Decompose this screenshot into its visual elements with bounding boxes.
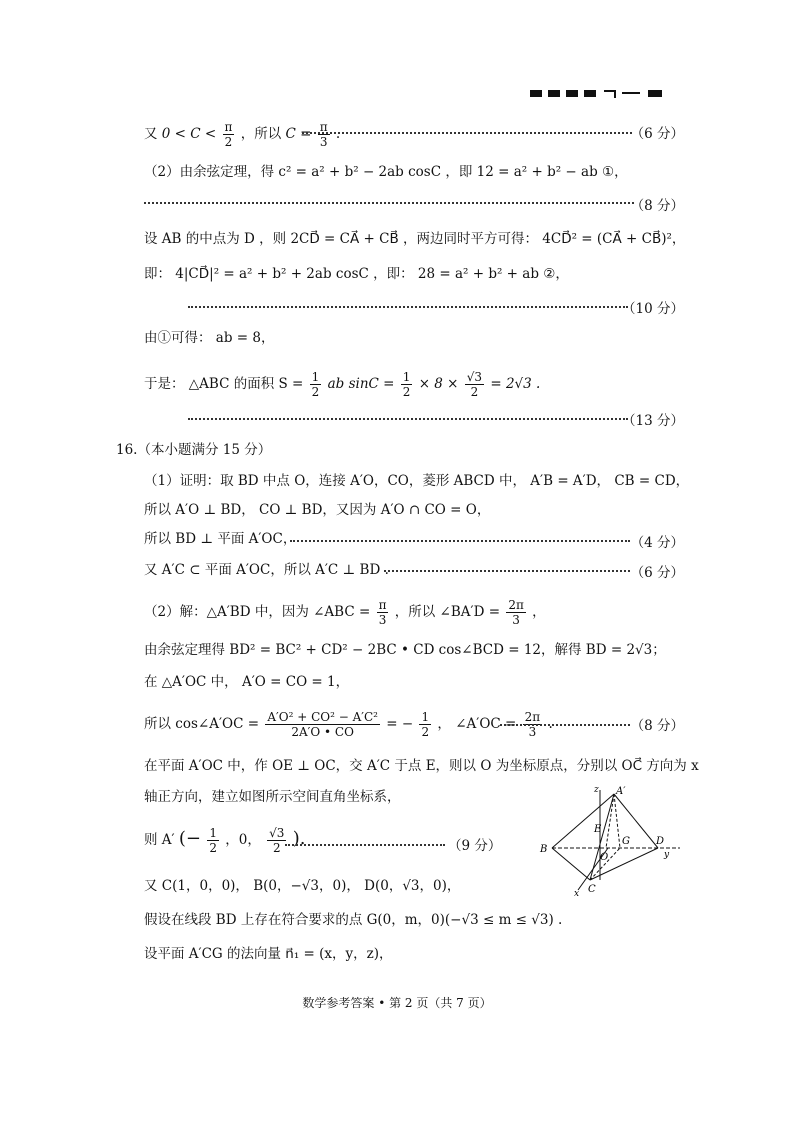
line-17 (144, 826, 305, 855)
text: ， ∠A′OC = (437, 716, 517, 732)
label-o: O (600, 852, 609, 863)
line-13: 在 △A′OC 中， A′O = CO = 1， (144, 674, 350, 690)
numerator: A′O² + CO² − A′C² (267, 710, 378, 724)
line-12: 由余弦定理得 BD² = BC² + CD² − 2BC • CD cos∠BCD = 12，解得 BD = 2√3； (144, 642, 666, 658)
header-block (566, 90, 578, 97)
score-mark: （9 分） (448, 838, 502, 854)
page-footer: 数学参考答案 • 第 2 页（共 7 页） (302, 996, 492, 1010)
score-mark: （4 分） (630, 535, 684, 551)
math: = − (386, 716, 414, 732)
edge-da (614, 794, 658, 848)
score-mark: （8 分） (630, 718, 684, 734)
numerator: 2π (508, 598, 524, 612)
fraction (223, 120, 235, 149)
math: C = (285, 126, 312, 142)
line-2: （2）由余弦定理，得 c² = a² + b² − 2ab cosC ，即 12 = a² + b² − ab ①， (144, 164, 628, 180)
label-z: z (594, 785, 599, 795)
score-mark: （6 分） (630, 565, 684, 581)
line-9: 所以 BD ⊥ 平面 A′OC， (144, 531, 297, 547)
text: (− (178, 828, 202, 849)
math: = 2√3 . (490, 376, 541, 392)
numerator: 2π (524, 710, 541, 724)
question-16-heading: 16.（本小题满分 15 分） (116, 442, 272, 458)
text: 则 A′ (144, 832, 175, 848)
line-5: 由①可得： ab = 8， (144, 330, 275, 346)
numerator: π (224, 120, 233, 134)
label-e: E (594, 824, 602, 835)
denominator: 2 (209, 841, 217, 855)
text: 于是： △ABC 的面积 S = (144, 376, 304, 392)
dot-leader (302, 132, 632, 134)
fraction (377, 598, 389, 627)
numerator: π (319, 120, 328, 134)
fraction (267, 826, 286, 855)
denominator: 2A′O • CO (291, 725, 354, 739)
numerator: 1 (311, 370, 320, 384)
dot-leader (290, 540, 630, 542)
dot-leader (384, 570, 630, 572)
score-mark: （8 分） (630, 198, 684, 214)
dot-leader (144, 202, 634, 204)
math: 0 < C < (161, 126, 217, 142)
fraction (207, 826, 219, 855)
line-6 (144, 370, 540, 399)
label-a-prime: A′ (616, 786, 626, 797)
header-corner (604, 90, 616, 98)
score-mark: （6 分） (630, 126, 684, 142)
header-dash (622, 92, 640, 94)
header-block (584, 90, 596, 97)
text: 又 (144, 126, 158, 142)
math: × 8 × (418, 376, 459, 392)
numerator: 1 (421, 710, 430, 724)
fraction (310, 370, 322, 399)
fraction (506, 598, 526, 627)
text: ). (292, 828, 306, 849)
numerator: √3 (269, 826, 285, 840)
numerator: √3 (466, 370, 483, 384)
label-c: C (588, 884, 596, 895)
dot-leader (188, 418, 628, 420)
text: ， (532, 604, 546, 620)
fraction (265, 710, 380, 739)
line-4: 即： 4|CD⃗|² = a² + b² + 2ab cosC ，即： 28 = a² + b² + ab ②， (144, 266, 569, 282)
edge-bc (552, 848, 590, 880)
score-mark: （10 分） (622, 301, 684, 317)
denominator: 2 (470, 385, 479, 399)
text: 所以 cos∠A′OC = (144, 716, 260, 732)
text: ，所以 (240, 126, 282, 142)
edge-ao (606, 794, 614, 848)
label-b: B (540, 844, 548, 855)
fraction (465, 370, 484, 399)
label-d: D (656, 836, 665, 847)
line-11 (144, 598, 546, 627)
text: . (335, 126, 341, 142)
text: ，所以 ∠BA′D = (394, 604, 501, 620)
math: ab sinC = (327, 376, 395, 392)
denominator: 2 (311, 385, 320, 399)
dot-leader (285, 844, 445, 846)
numerator: 1 (402, 370, 411, 384)
header-block (648, 90, 662, 97)
line-14 (144, 710, 553, 739)
text: ，0， (225, 832, 261, 848)
header-block (530, 90, 542, 97)
line-15: 在平面 A′OC 中，作 OE ⊥ OC，交 A′C 于点 E，则以 O 为坐标原点，分别以 OC⃗ 方向为 x (144, 758, 699, 774)
denominator: 2 (421, 725, 430, 739)
coordinate-figure (530, 782, 690, 900)
numerator: π (378, 598, 387, 612)
edge-ag (614, 794, 620, 848)
line-10: 又 A′C ⊂ 平面 A′OC，所以 A′C ⊥ BD . (144, 562, 389, 578)
line-20: 设平面 A′CG 的法向量 n⃗₁ = (x，y，z)， (144, 946, 393, 962)
text: （2）解：△A′BD 中，因为 ∠ABC = (144, 604, 371, 620)
fraction (318, 120, 330, 149)
denominator: 3 (319, 135, 328, 149)
line-1 (144, 120, 340, 149)
denominator: 2 (402, 385, 411, 399)
numerator: 1 (209, 826, 217, 840)
line-8: 所以 A′O ⊥ BD， CO ⊥ BD，又因为 A′O ∩ CO = O， (144, 502, 491, 518)
edge-ba (552, 794, 614, 848)
denominator: 2 (224, 135, 233, 149)
denominator: 3 (528, 725, 537, 739)
label-g: G (622, 836, 630, 847)
denominator: 3 (512, 613, 520, 627)
header-block (548, 90, 560, 97)
label-x: x (574, 889, 580, 899)
line-16: 轴正方向，建立如图所示空间直角坐标系， (144, 789, 401, 805)
dot-leader (188, 306, 628, 308)
dot-leader (500, 724, 630, 726)
fraction (401, 370, 413, 399)
denominator: 2 (272, 841, 281, 855)
line-19: 假设在线段 BD 上存在符合要求的点 G(0，m，0)(−√3 ≤ m ≤ √3) . (144, 912, 563, 928)
text: . (548, 716, 553, 732)
fraction (419, 710, 431, 739)
score-mark: （13 分） (622, 413, 684, 429)
line-3: 设 AB 的中点为 D ，则 2CD⃗ = CA⃗ + CB⃗ ，两边同时平方可得： 4CD⃗² = (CA⃗ + CB⃗)²， (144, 231, 686, 247)
line-7: （1）证明：取 BD 中点 O，连接 A′O，CO，菱形 ABCD 中， A′B = A′D， CB = CD， (144, 473, 690, 489)
label-y: y (664, 850, 670, 860)
line-18: 又 C(1，0，0)， B(0，−√3，0)， D(0，√3，0)， (144, 878, 461, 894)
denominator: 3 (378, 613, 387, 627)
